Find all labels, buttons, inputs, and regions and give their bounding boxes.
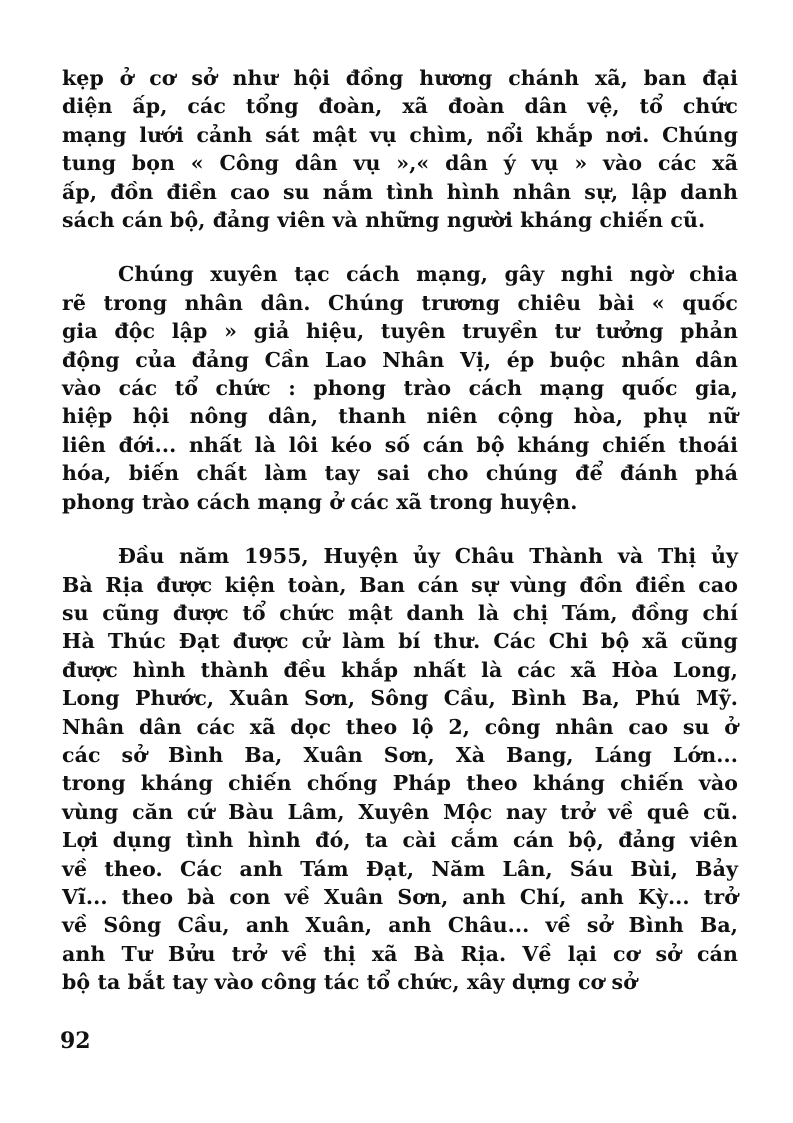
text-line: Bà Rịa được kiện toàn, Ban cán sự vùng đồn điền cao: [62, 572, 738, 597]
page-body: [62, 64, 738, 997]
text-line: anh Tư Bửu trở về thị xã Bà Rịa. Về lại cơ sở cán: [62, 941, 738, 966]
text-line: diện ấp, các tổng đoàn, xã đoàn dân vệ, tổ chức: [62, 94, 738, 119]
text-line: vùng căn cứ Bàu Lâm, Xuyên Mộc nay trở về quê cũ.: [62, 799, 738, 824]
text-line: về Sông Cầu, anh Xuân, anh Châu... về sở Bình Ba,: [62, 913, 738, 938]
text-line: gia độc lập » giả hiệu, tuyên truyền tư tưởng phản: [62, 319, 738, 344]
text-line: kẹp ở cơ sở như hội đồng hương chánh xã, ban đại: [62, 66, 738, 90]
text-line: được hình thành đều khắp nhất là các xã Hòa Long,: [62, 657, 738, 682]
text-line: ấp, đồn điền cao su nắm tình hình nhân sự, lập danh: [62, 179, 738, 204]
text-line: Đầu năm 1955, Huyện ủy Châu Thành và Thị ủy: [118, 544, 738, 569]
text-line: Vĩ... theo bà con về Xuân Sơn, anh Chí, anh Kỳ... trở: [62, 884, 738, 909]
text-line: Hà Thúc Đạt được cử làm bí thư. Các Chi bộ xã cũng: [62, 629, 738, 654]
text-line: về theo. Các anh Tám Đạt, Năm Lân, Sáu Bùi, Bảy: [62, 856, 738, 881]
text-line: phong trào cách mạng ở các xã trong huyện.: [62, 489, 578, 514]
text-line: liên đới... nhất là lôi kéo số cán bộ kháng chiến thoái: [62, 432, 738, 457]
page-number: 92: [60, 1028, 91, 1054]
text-line: sách cán bộ, đảng viên và những người kháng chiến cũ.: [62, 208, 706, 233]
text-line: các sở Bình Ba, Xuân Sơn, Xà Bang, Láng Lớn...: [62, 742, 738, 767]
text-line: bộ ta bắt tay vào công tác tổ chức, xây dựng cơ sở: [62, 970, 637, 995]
text-line: rẽ trong nhân dân. Chúng trương chiêu bài « quốc: [62, 290, 738, 315]
text-line: vào các tổ chức : phong trào cách mạng quốc gia,: [62, 376, 738, 401]
paragraph-3: [62, 542, 738, 997]
text-line: Chúng xuyên tạc cách mạng, gây nghi ngờ chia: [118, 262, 738, 287]
text-line: Long Phước, Xuân Sơn, Sông Cầu, Bình Ba, Phú Mỹ.: [62, 686, 738, 711]
paragraph-1: [62, 64, 738, 234]
text-line: hóa, biến chất làm tay sai cho chúng để đánh phá: [62, 461, 738, 486]
text-line: su cũng được tổ chức mật danh là chị Tám, đồng chí: [62, 600, 738, 625]
text-line: động của đảng Cần Lao Nhân Vị, ép buộc nhân dân: [62, 347, 738, 372]
text-line: hiệp hội nông dân, thanh niên cộng hòa, phụ nữ: [62, 404, 738, 429]
text-line: Lợi dụng tình hình đó, ta cài cắm cán bộ, đảng viên: [62, 828, 738, 853]
paragraph-2: [62, 260, 738, 516]
text-line: trong kháng chiến chống Pháp theo kháng chiến vào: [62, 771, 738, 796]
text-line: tung bọn « Công dân vụ »,« dân ý vụ » vào các xã: [62, 151, 738, 176]
text-line: Nhân dân các xã dọc theo lộ 2, công nhân cao su ở: [62, 714, 738, 739]
text-line: mạng lưới cảnh sát mật vụ chìm, nổi khắp nơi. Chúng: [62, 122, 738, 147]
